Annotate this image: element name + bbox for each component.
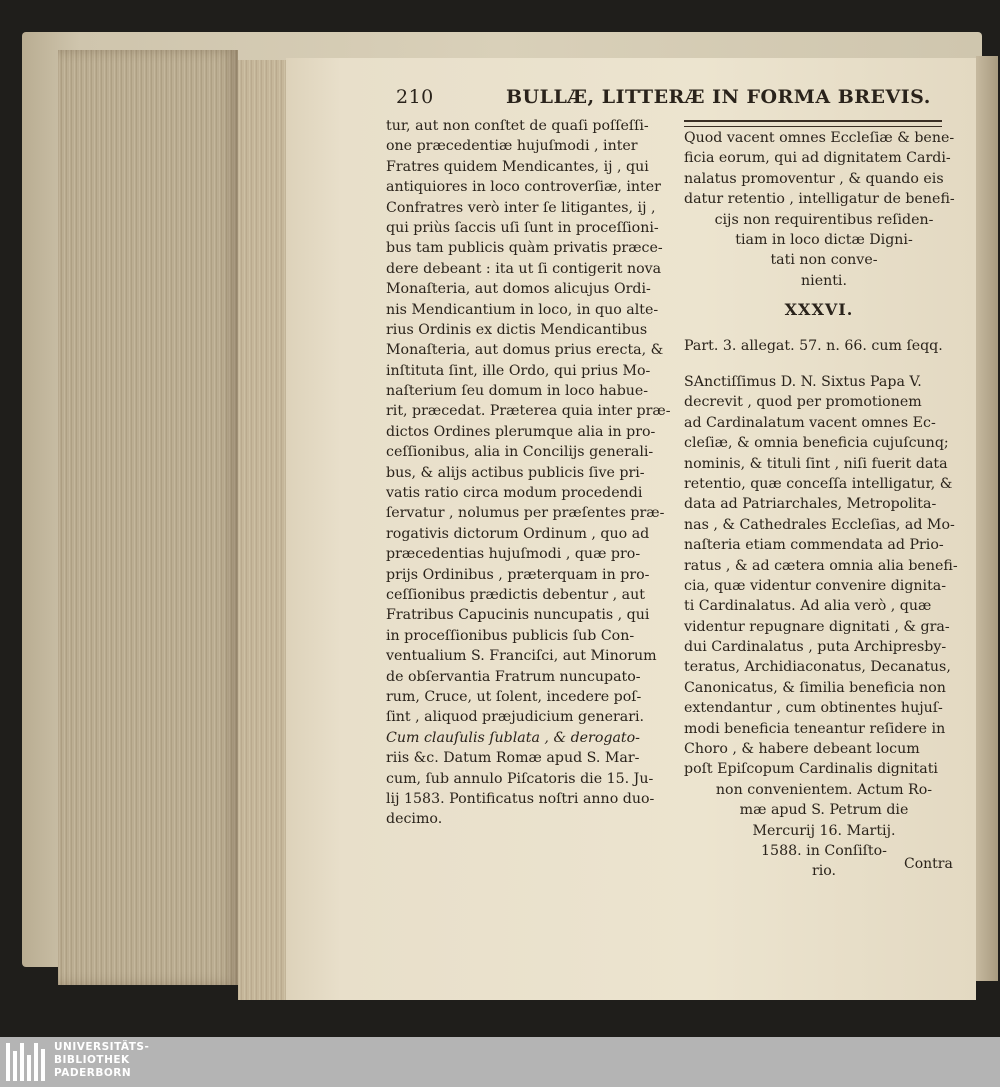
summary-line: nienti. — [801, 272, 847, 289]
summary-line: Quod vacent omnes Eccleſiæ & bene- — [684, 130, 955, 146]
text-line: ſervatur , nolumus per præſentes præ- — [386, 505, 665, 522]
text-line: dere debeant : ita ut ſi contigerit nova — [386, 260, 662, 277]
text-line: tur, aut non conſtet de quaſi poſſeſſi- — [386, 118, 649, 134]
summary-line: datur retentio , intelligatur de benefi- — [684, 191, 955, 208]
right-column-body — [684, 372, 964, 882]
summary-line: tati non conve- — [770, 252, 878, 269]
text-line-italic: Cum clauſulis ſublata , & derogato- — [386, 729, 640, 746]
text-line: Fratres quidem Mendicantes, ij , qui — [386, 158, 649, 175]
text-line: rio. — [811, 863, 837, 880]
text-line: inſtituta ſint, ille Ordo, qui prius Mo- — [386, 362, 651, 379]
text-line: ratus , & ad cætera omnia alia benefi- — [684, 557, 958, 574]
text-line: decimo. — [386, 811, 443, 828]
text-line: rum, Cruce, ut ſolent, incedere poſ- — [386, 688, 642, 705]
section-number: XXXVI. — [784, 300, 854, 319]
text-line: dictos Ordines plerumque alia in pro- — [386, 423, 656, 440]
right-column-summary — [684, 128, 964, 291]
text-line: retentio, quæ conceſſa intelligatur, & — [684, 475, 953, 492]
summary-line: cijs non requirentibus reſiden- — [714, 211, 934, 228]
text-line: bus, & alijs actibus publicis ſive pri- — [386, 464, 645, 481]
text-line: ceſſionibus prædictis debentur , aut — [386, 586, 645, 603]
text-line: de obſervantia Fratrum nuncupato- — [386, 668, 641, 685]
page-edges-gutter — [238, 60, 286, 1000]
text-line: Mercurij 16. Martij. — [752, 822, 896, 839]
summary-line: tiam in loco dictæ Digni- — [735, 231, 913, 248]
text-line: rogativis dictorum Ordinum , quo ad — [386, 525, 650, 542]
text-line: videntur repugnare dignitati , & gra- — [684, 618, 950, 635]
text-line: ad Cardinalatum vacent omnes Ec- — [684, 414, 936, 431]
text-line: naſterium ſeu domum in loco habue- — [386, 383, 649, 400]
library-logo-text — [54, 1041, 149, 1080]
text-line: cleſiæ, & omnia beneficia cujuſcunq; — [684, 435, 949, 452]
text-line: decrevit , quod per promotionem — [684, 394, 922, 411]
text-line: ceſſionibus, alia in Concilijs generali- — [386, 444, 654, 461]
logo-line-3: PADERBORN — [54, 1067, 132, 1079]
text-line: data ad Patriarchales, Metropolita- — [684, 496, 937, 513]
text-line: mæ apud S. Petrum die — [739, 802, 909, 819]
text-line: one præcedentiæ hujuſmodi , inter — [386, 138, 638, 155]
text-line: Monaſteria, aut domos alicujus Ordi- — [386, 281, 651, 298]
text-line: Fratribus Capucinis nuncupatis , qui — [386, 607, 650, 624]
text-line: teratus, Archidiaconatus, Decanatus, — [684, 659, 951, 676]
text-line: non convenientem. Actum Ro- — [715, 781, 933, 798]
text-line: nominis, & tituli ſint , niſi fuerit data — [684, 455, 948, 472]
text-line: nas , & Cathedrales Eccleſias, ad Mo- — [684, 516, 955, 533]
text-line: Monaſteria, aut domus prius erecta, & — [386, 342, 664, 359]
text-line: cia, quæ videntur convenire dignita- — [684, 577, 947, 594]
text-line: ti Cardinalatus. Ad alia verò , quæ — [684, 598, 932, 615]
text-line: rit, præcedat. Præterea quia inter præ- — [386, 403, 671, 420]
logo-line-1: UNIVERSITÄTS- — [54, 1041, 150, 1053]
page-edges-right — [976, 56, 998, 981]
summary-line: ficia eorum, qui ad dignitatem Cardi- — [684, 150, 951, 167]
text-line: antiquiores in loco controverſiæ, inter — [386, 179, 661, 196]
text-line: dui Cardinalatus , puta Archipresby- — [684, 639, 947, 656]
text-line: Confratres verò inter ſe litigantes, ij , — [386, 199, 656, 216]
text-line: bus tam publicis quàm privatis præce- — [386, 240, 663, 257]
text-line: extendantur , cum obtinentes hujuſ- — [684, 700, 943, 717]
library-logo-icon — [6, 1043, 46, 1081]
text-line: naſteria etiam commendata ad Prio- — [684, 537, 944, 554]
text-line: prijs Ordinibus , præterquam in pro- — [386, 566, 650, 583]
library-footer — [0, 1037, 1000, 1087]
text-line: Choro , & habere debeant locum — [684, 741, 920, 758]
text-line: vatis ratio circa modum procedendi — [386, 485, 643, 502]
reference: Part. 3. allegat. 57. n. 66. cum ſeqq. — [684, 338, 943, 354]
text-line: riis &c. Datum Romæ apud S. Mar- — [386, 750, 640, 767]
text-line: nis Mendicantium in loco, in quo alte- — [386, 301, 659, 318]
text-line: ſint , aliquod præjudicium generari. — [386, 709, 645, 726]
reference-line — [684, 336, 964, 356]
page-number: 210 — [396, 86, 434, 108]
book-page — [286, 58, 976, 1000]
text-line: 1588. in Conſiſto- — [761, 842, 887, 859]
text-line: lij 1583. Pontificatus noſtri anno duo- — [386, 790, 655, 807]
text-line: SAnctiſſimus D. N. Sixtus Papa V. — [684, 374, 922, 390]
running-title: BULLÆ, LITTERÆ IN FORMA BREVIS. — [506, 86, 931, 108]
text-line: in proceſſionibus publicis ſub Con- — [386, 627, 635, 644]
catchword: Contra — [904, 856, 953, 872]
text-line: rius Ordinis ex dictis Mendicantibus — [386, 321, 648, 338]
separator-rule — [684, 120, 942, 127]
text-line: præcedentias hujuſmodi , quæ pro- — [386, 546, 641, 563]
text-line: Canonicatus, & ſimilia beneficia non — [684, 679, 946, 696]
text-line: ventualium S. Franciſci, aut Minorum — [386, 648, 657, 665]
left-column — [386, 116, 671, 830]
text-line: modi beneficia teneantur reſidere in — [684, 720, 946, 737]
page-edges-left — [58, 50, 238, 985]
text-line: poſt Epiſcopum Cardinalis dignitati — [684, 761, 938, 778]
text-line: cum, ſub annulo Piſcatoris die 15. Ju- — [386, 770, 654, 787]
summary-line: nalatus promoventur , & quando eis — [684, 170, 944, 187]
logo-line-2: BIBLIOTHEK — [54, 1054, 130, 1066]
running-header — [396, 86, 956, 112]
text-line: qui priùs ſaccis uſi ſunt in proceſſioni- — [386, 219, 659, 236]
